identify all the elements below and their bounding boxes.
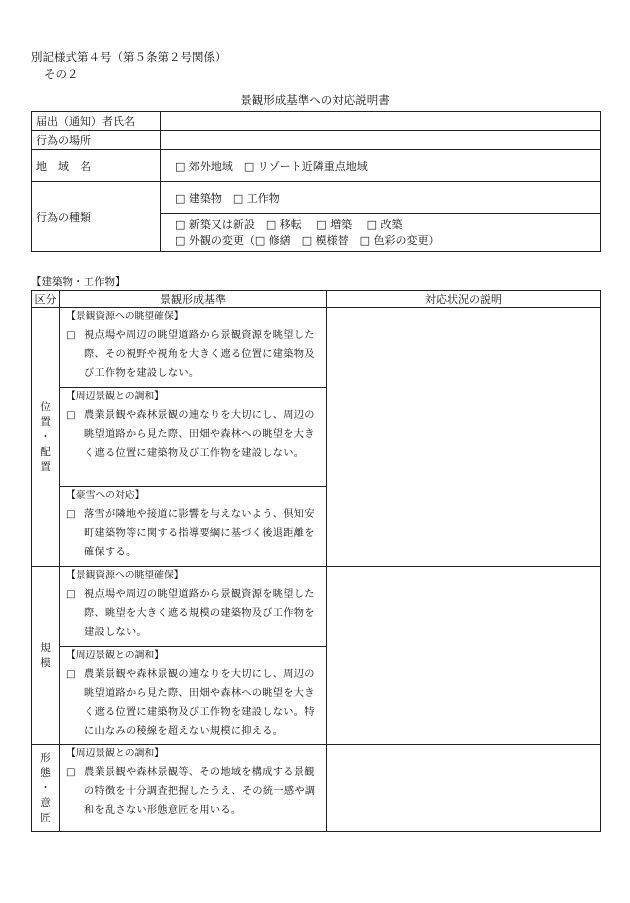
location-label: 行為の場所 bbox=[32, 131, 161, 150]
response-placement[interactable] bbox=[327, 308, 601, 567]
criterion-text: 落雪が隣地や接道に影響を与えないよう、倶知安町建築物等に関する指導要綱に基づく後退距離を確保する。 bbox=[84, 509, 315, 558]
info-table bbox=[31, 111, 601, 252]
category-char: 置 bbox=[40, 415, 51, 428]
criterion-placement-harmony bbox=[60, 388, 327, 487]
category-char: 規 bbox=[40, 641, 51, 654]
applicant-field[interactable] bbox=[161, 112, 601, 131]
category-char: 置 bbox=[40, 460, 51, 473]
form-subnumber: その２ bbox=[44, 67, 79, 81]
checkbox[interactable]: □ bbox=[66, 410, 76, 421]
column-criteria: 景観形成基準 bbox=[60, 291, 327, 308]
column-response: 対応状況の説明 bbox=[327, 291, 601, 308]
type-options-action[interactable] bbox=[161, 214, 601, 252]
checkbox[interactable]: □ bbox=[66, 509, 76, 520]
criterion-scale-harmony bbox=[60, 647, 327, 745]
applicant-label: 届出（通知）者氏名 bbox=[32, 112, 161, 131]
criterion-title: 【景観資源への眺望確保】 bbox=[66, 570, 184, 581]
criterion-text: 視点場や周辺の眺望道路から景観資源を眺望した際、その視野や視角を大きく遮る位置に建築物及び工作物を建設しない。 bbox=[84, 330, 315, 379]
type-options-line-2[interactable]: □ 外観の変更（□ 修繕 □ 模様替 □ 色彩の変更） bbox=[175, 233, 440, 247]
area-label: 地 域 名 bbox=[32, 150, 161, 182]
category-char: ・ bbox=[40, 781, 51, 794]
criterion-text: 農業景観や森林景観の連なりを大切にし、周辺の眺望道路から見た際、田畑や森林への眺望を大きく遮る位置に建築物及び工作物を建設しない。特に山なみの稜線を超えない規模に抑える。 bbox=[84, 669, 315, 737]
checkbox[interactable]: □ bbox=[66, 589, 76, 600]
criterion-title: 【周辺景観との調和】 bbox=[66, 391, 164, 402]
criterion-text: 農業景観や森林景観の連なりを大切にし、周辺の眺望道路から見た際、田畑や森林への眺望を大きく遮る位置に建築物及び工作物を建設しない。 bbox=[84, 410, 315, 459]
checkbox[interactable]: □ bbox=[66, 330, 76, 341]
category-char: 匠 bbox=[40, 811, 51, 824]
criterion-scale-view bbox=[60, 567, 327, 647]
response-scale[interactable] bbox=[327, 567, 601, 745]
section-heading: 【建築物・工作物】 bbox=[31, 276, 126, 288]
document-title: 景観形成基準への対応説明書 bbox=[240, 93, 390, 107]
category-char: 模 bbox=[40, 656, 51, 669]
criterion-design-harmony bbox=[60, 745, 327, 832]
category-char: 形 bbox=[40, 751, 51, 764]
criterion-title: 【豪雪への対応】 bbox=[66, 490, 145, 501]
column-category: 区分 bbox=[32, 291, 60, 308]
category-char: ・ bbox=[40, 430, 51, 443]
category-char: 態 bbox=[40, 766, 51, 779]
criterion-placement-view bbox=[60, 308, 327, 388]
form-number: 別記様式第４号（第５条第２号関係） bbox=[31, 50, 227, 64]
category-placement bbox=[32, 308, 60, 567]
criterion-title: 【周辺景観との調和】 bbox=[66, 650, 164, 661]
category-design bbox=[32, 745, 60, 832]
checkbox[interactable]: □ bbox=[66, 669, 76, 680]
criterion-title: 【景観資源への眺望確保】 bbox=[66, 311, 184, 322]
criterion-text: 視点場や周辺の眺望道路から景観資源を眺望した際、眺望を大きく遮る規模の建築物及び工作物を建設しない。 bbox=[84, 589, 315, 638]
criterion-text: 農業景観や森林景観等、その地域を構成する景観の特徴を十分調査把握したうえ、その統一感や調和を乱さない形態意匠を用いる。 bbox=[84, 767, 316, 816]
type-options-structure[interactable]: □ 建築物 □ 工作物 bbox=[161, 182, 601, 214]
type-options-line-1[interactable]: □ 新築又は新設 □ 移転 □ 増築 □ 改築 bbox=[175, 217, 403, 231]
category-char: 位 bbox=[40, 400, 51, 413]
response-design[interactable] bbox=[327, 745, 601, 832]
category-scale bbox=[32, 567, 60, 745]
criteria-table bbox=[31, 290, 601, 832]
location-field[interactable] bbox=[161, 131, 601, 150]
category-char: 意 bbox=[40, 796, 51, 809]
area-options[interactable]: □ 郊外地域 □ リゾート近隣重点地域 bbox=[161, 150, 601, 182]
checkbox[interactable]: □ bbox=[66, 767, 76, 778]
type-label: 行為の種類 bbox=[32, 182, 161, 252]
criterion-placement-snow bbox=[60, 487, 327, 567]
criterion-title: 【周辺景観との調和】 bbox=[66, 748, 164, 759]
category-char: 配 bbox=[40, 445, 51, 458]
